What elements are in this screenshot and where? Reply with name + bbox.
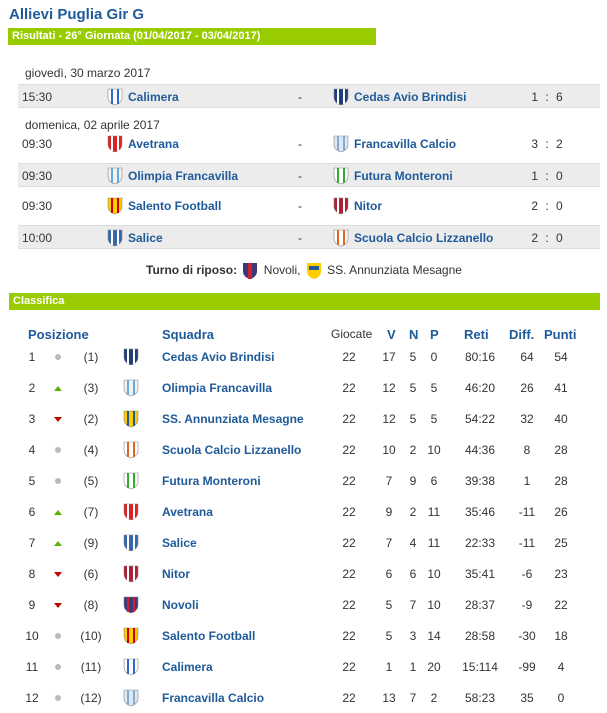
match-time: 15:30 [22, 90, 53, 104]
team-name-link[interactable]: SS. Annunziata Mesagne [162, 412, 304, 426]
annunziata-crest-icon [306, 262, 322, 280]
losses-cell: 20 [427, 660, 441, 674]
points-cell: 18 [554, 629, 568, 643]
points-cell: 28 [554, 474, 568, 488]
bye-label: Turno di riposo: [146, 263, 238, 277]
home-team-link[interactable]: Calimera [128, 90, 179, 104]
bye-team-novoli[interactable]: Novoli, [263, 263, 301, 277]
away-team-link[interactable]: Nitor [354, 199, 382, 213]
played-cell: 22 [342, 629, 356, 643]
goal-diff-cell: 26 [520, 381, 534, 395]
team-name-link[interactable]: Salice [162, 536, 197, 550]
col-header-diff: Diff. [509, 327, 535, 342]
points-cell: 54 [554, 350, 568, 364]
points-cell: 26 [554, 505, 568, 519]
home-team-link[interactable]: Salice [128, 231, 163, 245]
goals-cell: 54:22 [464, 412, 496, 426]
francavilla-crest-icon [122, 689, 140, 707]
played-cell: 22 [342, 350, 356, 364]
col-header-v: V [387, 327, 396, 342]
match-score: 2 : 0 [531, 231, 563, 245]
table-row [18, 563, 600, 594]
avetrana-crest-icon [106, 135, 124, 153]
played-cell: 22 [342, 536, 356, 550]
col-header-n: N [409, 327, 419, 342]
goals-cell: 15:114 [462, 660, 498, 674]
draws-cell: 5 [409, 412, 417, 426]
draws-cell: 5 [409, 350, 417, 364]
previous-position-cell: (8) [83, 598, 99, 612]
previous-position-cell: (2) [83, 412, 99, 426]
away-team-link[interactable]: Futura Monteroni [354, 169, 453, 183]
played-cell: 22 [342, 567, 356, 581]
goal-diff-cell: -11 [518, 505, 536, 519]
col-header-points: Punti [544, 327, 577, 342]
team-name-link[interactable]: Avetrana [162, 505, 213, 519]
salice-crest-icon [122, 534, 140, 552]
trend-down-icon [54, 563, 62, 585]
position-cell: 8 [28, 567, 36, 581]
points-cell: 4 [557, 660, 565, 674]
calimera-crest-icon [106, 88, 124, 106]
team-name-link[interactable]: Francavilla Calcio [162, 691, 265, 705]
trend-down-icon [54, 594, 62, 616]
wins-cell: 13 [382, 691, 396, 705]
trend-same-icon [54, 346, 62, 368]
col-header-goals: Reti [464, 327, 489, 342]
table-row [18, 470, 600, 501]
position-cell: 5 [28, 474, 36, 488]
salento-crest-icon [122, 627, 140, 645]
losses-cell: 2 [430, 691, 438, 705]
away-team-link[interactable]: Cedas Avio Brindisi [354, 90, 467, 104]
played-cell: 22 [342, 660, 356, 674]
losses-cell: 10 [427, 567, 441, 581]
table-row [18, 501, 600, 532]
olimpia-crest-icon [122, 379, 140, 397]
played-cell: 22 [342, 505, 356, 519]
trend-up-icon [54, 501, 62, 523]
match-time: 09:30 [22, 199, 53, 213]
losses-cell: 6 [430, 474, 438, 488]
goal-diff-cell: 32 [520, 412, 534, 426]
position-cell: 4 [28, 443, 36, 457]
position-cell: 3 [28, 412, 36, 426]
lizzanello-crest-icon [122, 441, 140, 459]
goal-diff-cell: -30 [518, 629, 536, 643]
draws-cell: 4 [409, 536, 417, 550]
position-cell: 9 [28, 598, 36, 612]
results-header: Risultati - 26° Giornata (01/04/2017 - 03/04/2017) [8, 28, 376, 45]
previous-position-cell: (4) [83, 443, 99, 457]
col-header-played: Giocate [331, 327, 373, 341]
home-team-link[interactable]: Salento Football [128, 199, 222, 213]
table-row [18, 439, 600, 470]
goal-diff-cell: 35 [520, 691, 534, 705]
away-team-link[interactable]: Scuola Calcio Lizzanello [354, 231, 494, 245]
goal-diff-cell: 8 [523, 443, 531, 457]
points-cell: 0 [557, 691, 565, 705]
goal-diff-cell: -6 [521, 567, 533, 581]
team-name-link[interactable]: Nitor [162, 567, 190, 581]
position-cell: 10 [25, 629, 39, 643]
match-separator: - [298, 137, 302, 151]
team-name-link[interactable]: Calimera [162, 660, 213, 674]
futura-crest-icon [122, 472, 140, 490]
goals-cell: 39:38 [464, 474, 496, 488]
match-row [18, 225, 600, 249]
goal-diff-cell: 1 [523, 474, 531, 488]
goals-cell: 58:23 [464, 691, 496, 705]
played-cell: 22 [342, 474, 356, 488]
trend-same-icon [54, 625, 62, 647]
previous-position-cell: (9) [83, 536, 99, 550]
nitor-crest-icon [332, 197, 350, 215]
points-cell: 23 [554, 567, 568, 581]
losses-cell: 14 [427, 629, 441, 643]
col-header-position: Posizione [28, 327, 89, 342]
trend-same-icon [54, 656, 62, 678]
losses-cell: 11 [427, 505, 441, 519]
goals-cell: 35:41 [464, 567, 496, 581]
team-name-link[interactable]: Novoli [162, 598, 199, 612]
wins-cell: 6 [385, 567, 393, 581]
position-cell: 11 [25, 660, 39, 674]
wins-cell: 17 [382, 350, 396, 364]
goal-diff-cell: 64 [520, 350, 534, 364]
calimera-crest-icon [122, 658, 140, 676]
francavilla-crest-icon [332, 135, 350, 153]
position-cell: 1 [28, 350, 36, 364]
wins-cell: 12 [382, 381, 396, 395]
trend-down-icon [54, 408, 62, 430]
table-row [18, 656, 600, 687]
bye-line [146, 257, 462, 283]
trend-same-icon [54, 687, 62, 709]
position-cell: 6 [28, 505, 36, 519]
team-name-link[interactable]: Cedas Avio Brindisi [162, 350, 275, 364]
position-cell: 2 [28, 381, 36, 395]
played-cell: 22 [342, 412, 356, 426]
team-name-link[interactable]: Scuola Calcio Lizzanello [162, 443, 302, 457]
position-cell: 7 [28, 536, 36, 550]
goals-cell: 28:37 [464, 598, 496, 612]
trend-same-icon [54, 470, 62, 492]
match-time: 10:00 [22, 231, 53, 245]
draws-cell: 9 [409, 474, 417, 488]
draws-cell: 5 [409, 381, 417, 395]
previous-position-cell: (3) [83, 381, 99, 395]
trend-same-icon [54, 439, 62, 461]
points-cell: 22 [554, 598, 568, 612]
match-time: 09:30 [22, 137, 53, 151]
draws-cell: 3 [409, 629, 417, 643]
table-row [18, 625, 600, 656]
previous-position-cell: (1) [83, 350, 99, 364]
goals-cell: 35:46 [464, 505, 496, 519]
draws-cell: 2 [409, 505, 417, 519]
goal-diff-cell: -99 [518, 660, 536, 674]
cedas-crest-icon [122, 348, 140, 366]
match-score: 2 : 0 [531, 199, 563, 213]
match-score: 1 : 6 [531, 90, 563, 104]
draws-cell: 1 [409, 660, 417, 674]
points-cell: 41 [554, 381, 568, 395]
previous-position-cell: (12) [80, 691, 102, 705]
wins-cell: 12 [382, 412, 396, 426]
table-row [18, 408, 600, 439]
draws-cell: 7 [409, 598, 417, 612]
losses-cell: 5 [430, 412, 438, 426]
lizzanello-crest-icon [332, 229, 350, 247]
goals-cell: 44:36 [464, 443, 496, 457]
losses-cell: 10 [427, 443, 441, 457]
previous-position-cell: (10) [80, 629, 102, 643]
salice-crest-icon [106, 229, 124, 247]
novoli-crest-icon [242, 262, 258, 280]
match-time: 09:30 [22, 169, 53, 183]
wins-cell: 10 [382, 443, 396, 457]
draws-cell: 7 [409, 691, 417, 705]
home-team-link[interactable]: Avetrana [128, 137, 179, 151]
olimpia-crest-icon [106, 167, 124, 185]
annunziata-crest-icon [122, 410, 140, 428]
table-row [18, 594, 600, 625]
match-separator: - [298, 199, 302, 213]
col-header-p: P [430, 327, 439, 342]
standings-header: Classifica [9, 293, 600, 310]
goals-cell: 46:20 [464, 381, 496, 395]
team-name-link[interactable]: Olimpia Francavilla [162, 381, 273, 395]
played-cell: 22 [342, 691, 356, 705]
table-row [18, 687, 600, 713]
goal-diff-cell: -9 [521, 598, 533, 612]
match-separator: - [298, 231, 302, 245]
match-score: 3 : 2 [531, 137, 563, 151]
home-team-link[interactable]: Olimpia Francavilla [128, 169, 239, 183]
team-name-link[interactable]: Salento Football [162, 629, 256, 643]
avetrana-crest-icon [122, 503, 140, 521]
match-date: domenica, 02 aprile 2017 [25, 118, 160, 132]
novoli-crest-icon [122, 596, 140, 614]
played-cell: 22 [342, 381, 356, 395]
match-separator: - [298, 90, 302, 104]
match-row [18, 194, 600, 218]
goals-cell: 22:33 [464, 536, 496, 550]
points-cell: 25 [554, 536, 568, 550]
played-cell: 22 [342, 598, 356, 612]
away-team-link[interactable]: Francavilla Calcio [354, 137, 457, 151]
trend-up-icon [54, 532, 62, 554]
match-row [18, 132, 600, 156]
nitor-crest-icon [122, 565, 140, 583]
match-separator: - [298, 169, 302, 183]
points-cell: 40 [554, 412, 568, 426]
table-row [18, 377, 600, 408]
trend-up-icon [54, 377, 62, 399]
wins-cell: 1 [385, 660, 393, 674]
goals-cell: 80:16 [464, 350, 496, 364]
match-row [18, 163, 600, 187]
table-row [18, 346, 600, 377]
previous-position-cell: (11) [80, 660, 102, 674]
salento-crest-icon [106, 197, 124, 215]
wins-cell: 5 [385, 629, 393, 643]
bye-team-annunziata[interactable]: SS. Annunziata Mesagne [327, 263, 462, 277]
col-header-team: Squadra [162, 327, 215, 342]
draws-cell: 6 [409, 567, 417, 581]
losses-cell: 10 [427, 598, 441, 612]
team-name-link[interactable]: Futura Monteroni [162, 474, 261, 488]
table-row [18, 532, 600, 563]
previous-position-cell: (5) [83, 474, 99, 488]
futura-crest-icon [332, 167, 350, 185]
losses-cell: 0 [430, 350, 438, 364]
cedas-crest-icon [332, 88, 350, 106]
wins-cell: 5 [385, 598, 393, 612]
losses-cell: 5 [430, 381, 438, 395]
losses-cell: 11 [427, 536, 441, 550]
match-date: giovedì, 30 marzo 2017 [25, 66, 151, 80]
previous-position-cell: (6) [83, 567, 99, 581]
goals-cell: 28:58 [464, 629, 496, 643]
wins-cell: 7 [385, 474, 393, 488]
match-score: 1 : 0 [531, 169, 563, 183]
goal-diff-cell: -11 [518, 536, 536, 550]
page-title: Allievi Puglia Gir G [9, 6, 145, 23]
match-row [18, 84, 600, 108]
position-cell: 12 [25, 691, 39, 705]
wins-cell: 7 [385, 536, 393, 550]
wins-cell: 9 [385, 505, 393, 519]
played-cell: 22 [342, 443, 356, 457]
previous-position-cell: (7) [83, 505, 99, 519]
points-cell: 28 [554, 443, 568, 457]
draws-cell: 2 [409, 443, 417, 457]
